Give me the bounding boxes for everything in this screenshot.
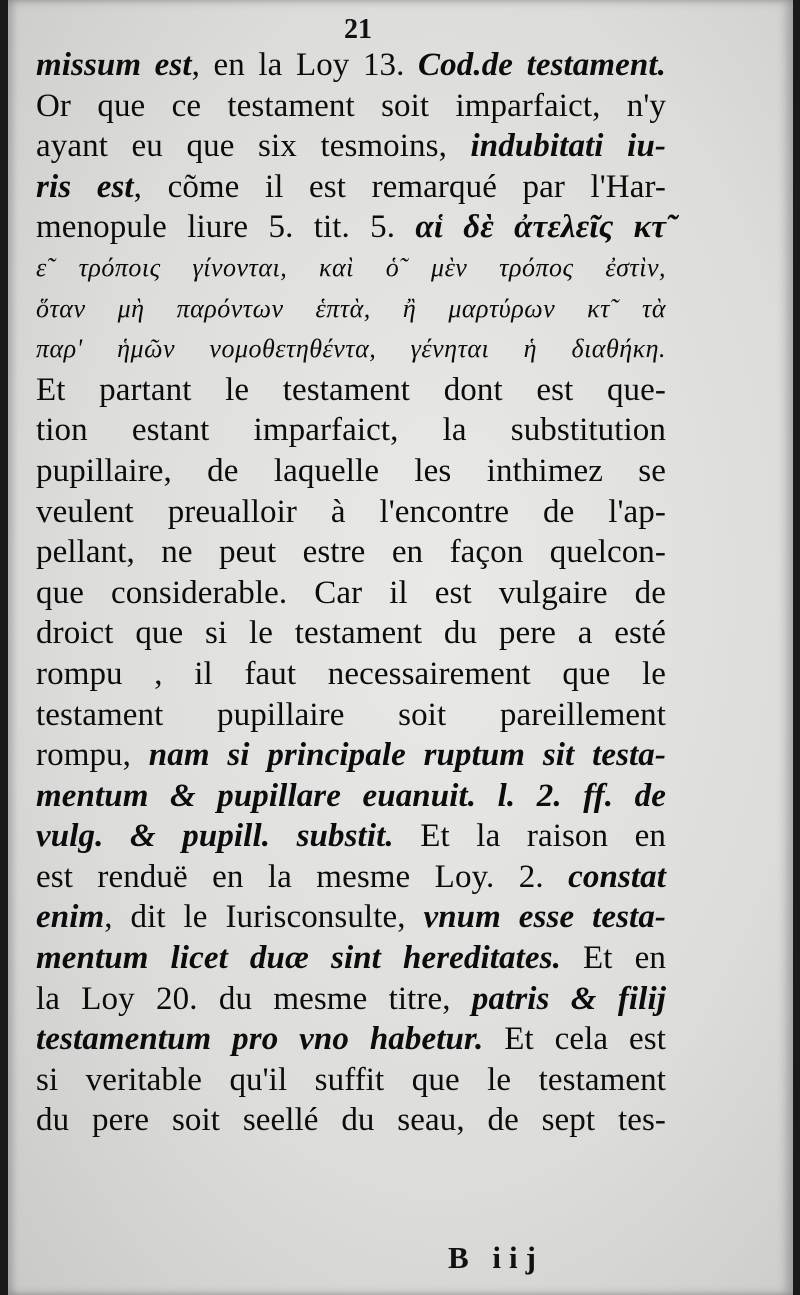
text-segment: Or que ce testament soit imparfaict, n'y <box>36 87 666 124</box>
italic-segment: mentum & pupillare euanuit. l. 2. ff. de <box>36 777 666 814</box>
text-line <box>36 573 666 614</box>
italic-segment: testamentum pro vno habetur. <box>36 1021 484 1058</box>
italic-segment: missum est <box>36 47 192 83</box>
text-line <box>36 857 666 898</box>
text-segment: Et partant le testament dont est que- <box>36 371 666 408</box>
text-segment: du pere soit seellé du seau, de sept tes- <box>36 1102 666 1139</box>
book-page <box>8 0 793 1295</box>
text-line <box>36 897 666 938</box>
text-line <box>36 167 666 208</box>
italic-segment: vulg. & pupill. substit. <box>36 818 394 855</box>
italic-segment: ris est <box>36 168 134 205</box>
text-line <box>36 126 666 167</box>
text-line <box>36 329 666 370</box>
italic-segment: αἱ δὲ ἀτελεῖς κτ̃ <box>415 209 666 246</box>
italic-segment: παρ' ἡμῶν νομοθετηθέντα, γένηται ἡ διαθήκη. <box>36 334 666 364</box>
text-segment: ayant eu que six tesmoins, <box>36 128 471 165</box>
text-segment: Et en <box>560 940 666 977</box>
text-segment: est renduë en la mesme Loy. 2. <box>36 858 569 895</box>
text-segment: rompu, <box>36 737 149 774</box>
text-segment: , en la Loy 13. <box>191 47 419 83</box>
text-segment: , dit le Iurisconsulte, <box>104 899 424 936</box>
text-line <box>36 1060 666 1101</box>
italic-segment: ε̃ τρόποις γίνονται, καὶ ὁ̃ μὲν τρόπος ἐστὶν, <box>36 252 666 282</box>
italic-segment: patris & filij <box>471 980 666 1017</box>
text-line <box>36 45 666 86</box>
text-line <box>36 816 666 857</box>
text-line <box>36 1100 666 1141</box>
text-line <box>36 695 666 736</box>
text-line <box>36 410 666 451</box>
body-text <box>36 45 666 1141</box>
text-line <box>36 979 666 1020</box>
italic-segment: indubitati iu- <box>470 128 666 165</box>
text-segment: la Loy 20. du mesme titre, <box>36 980 472 1017</box>
text-segment: testament pupillaire soit pareillement <box>36 696 666 733</box>
italic-segment: enim <box>36 899 105 936</box>
italic-segment: vnum esse testa- <box>423 899 667 936</box>
text-segment: tion estant imparfaict, la substitution <box>36 412 666 449</box>
text-line <box>36 207 666 248</box>
text-line <box>36 289 666 330</box>
italic-segment: nam si principale ruptum sit testa- <box>148 737 666 774</box>
italic-segment: ὅταν μὴ παρόντων ἑπτὰ, ἢ μαρτύρων κτ̃ τὰ <box>36 293 666 323</box>
text-line <box>36 613 666 654</box>
text-segment: si veritable qu'il suffit que le testament <box>36 1061 666 1098</box>
text-line <box>36 532 666 573</box>
text-segment: menopule liure 5. tit. 5. <box>36 209 416 246</box>
text-segment: Et la raison en <box>393 818 666 855</box>
text-line <box>36 1019 666 1060</box>
text-segment: pupillaire, de laquelle les inthimez se <box>36 452 666 489</box>
text-segment: Et cela est <box>483 1021 667 1058</box>
text-segment: veulent preualloir à l'encontre de l'ap- <box>36 493 666 530</box>
text-line <box>36 492 666 533</box>
text-segment: rompu , il faut necessairement que le <box>36 655 666 692</box>
text-segment: , cõme il est remarqué par l'Har- <box>133 168 666 205</box>
text-segment: droict que si le testament du pere a esté <box>36 615 666 652</box>
page-number: 21 <box>344 14 372 45</box>
text-line <box>36 451 666 492</box>
signature-mark: B iij <box>448 1240 544 1275</box>
text-line <box>36 938 666 979</box>
text-segment: que considerable. Car il est vulgaire de <box>36 574 666 611</box>
italic-segment: mentum licet duæ sint hereditates. <box>36 940 561 977</box>
italic-segment: constat <box>568 858 666 895</box>
text-line <box>36 776 666 817</box>
text-line <box>36 370 666 411</box>
text-line <box>36 735 666 776</box>
text-line <box>36 86 666 127</box>
text-line <box>36 248 666 289</box>
text-line <box>36 654 666 695</box>
italic-segment: Cod.de testament. <box>418 47 666 83</box>
text-segment: pellant, ne peut estre en façon quelcon- <box>36 534 666 571</box>
